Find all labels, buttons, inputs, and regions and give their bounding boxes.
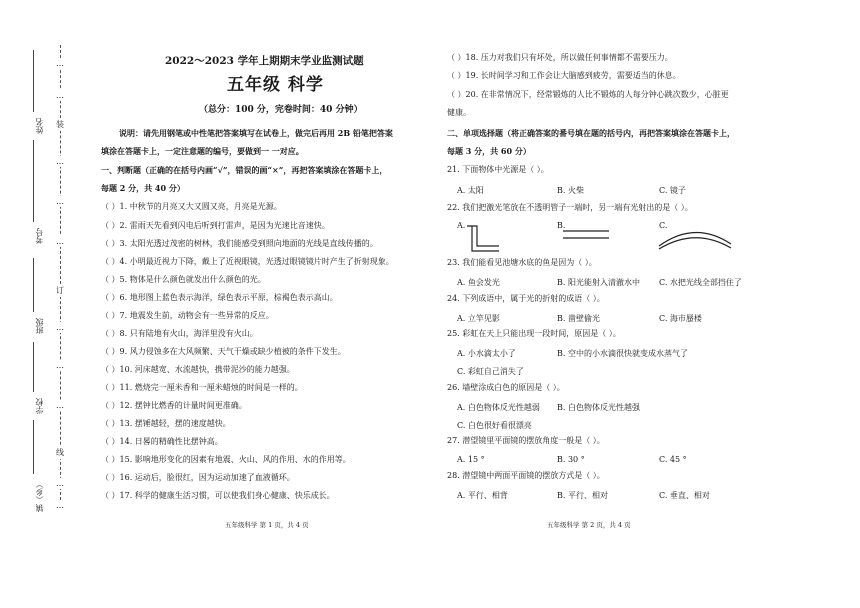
class-field-label: 班级: [35, 318, 44, 334]
mc-option: C.: [659, 221, 668, 230]
straight-tube-figure: [563, 228, 611, 242]
school-field-line[interactable]: [33, 342, 34, 392]
tf-question: （ ）12. 摆钟比燃香的计量时间更准确。: [101, 401, 247, 410]
mc-option: A. 立竿见影: [457, 314, 500, 323]
binding-char: …: [56, 91, 64, 100]
tf-question: （ ）9. 风力侵蚀多在大风频繁、天气干燥或缺少植被的条件下发生。: [101, 347, 346, 356]
tf-question: （ ）5. 物体是什么颜色就发出什么颜色的光。: [101, 275, 266, 284]
tf-question: （ ）19. 长时间学习和工作会让大脑感到疲劳，需要适当的休息。: [447, 71, 681, 80]
section-heading: 每题 2 分，共 40 分）: [101, 183, 185, 193]
mc-option: B. 平行、相对: [557, 491, 608, 500]
name-field-line[interactable]: [33, 50, 34, 112]
curved-tube-figure: [657, 224, 733, 250]
mc-option: B. 阳光能射入清澈水中: [557, 278, 640, 287]
binding-char: …: [56, 157, 64, 166]
tf-question: （ ）2. 雷雨天先看到闪电后听到打雷声，是因为光速比音速快。: [101, 221, 330, 230]
tf-question: （ ）7. 地震发生前，动物会有一些异常的反应。: [101, 311, 274, 320]
tf-question: （ ）14. 日晷的精确性比摆钟高。: [101, 437, 223, 446]
binding-char: …: [56, 361, 64, 370]
mc-option: B. 30 °: [557, 455, 585, 464]
mc-question: 27. 潜望镜里平面镜的摆放角度一般是（ ）。: [447, 436, 605, 445]
page-footer: 五年级科学 第 2 页，共 4 页: [547, 521, 631, 529]
mc-option: C. 水把光线全部挡住了: [659, 278, 742, 287]
mc-option: A. 小水滴太小了: [457, 349, 516, 358]
tf-question: （ ）18. 压力对我们只有坏处，所以做任何事情都不需要压力。: [447, 53, 673, 62]
binding-char: …: [56, 323, 64, 332]
mc-option: A. 太阳: [457, 186, 484, 195]
mc-option: A. 鱼会发光: [457, 278, 500, 287]
town-field-line[interactable]: [33, 420, 34, 474]
exam-number-field-line[interactable]: [33, 140, 34, 222]
mc-option: A.: [457, 221, 466, 230]
mc-option: B.: [557, 221, 566, 230]
page-footer: 五年级科学 第 1 页，共 4 页: [225, 521, 309, 529]
tf-question: （ ）1. 中秋节的月亮又大又圆又亮，月亮是光源。: [101, 202, 282, 211]
tf-question: （ ）6. 地形图上蓝色表示海洋，绿色表示平原，棕褐色表示高山。: [101, 293, 338, 302]
mc-question: 21. 下面物体中光源是（ ）。: [447, 165, 549, 174]
mc-question: 28. 潜望镜中两面平面镜的摆放方式是（ ）。: [447, 471, 605, 480]
instructions-line: 填涂在答题卡上，一定注意题的编号，要做到一 一对应。: [101, 146, 304, 156]
mc-question: 22. 我们把激光笔放在不透明管子一端时，另一端有光射出的是（ ）。: [447, 203, 693, 212]
class-field-line[interactable]: [33, 258, 34, 312]
binding-char: …: [56, 197, 64, 206]
grade-subject-title: 五年级 科学: [227, 75, 324, 95]
tf-question: （ ）3. 太阳光透过茂密的树林，我们能感受到照向地面的光线是直线传播的。: [101, 239, 378, 248]
binding-char: 装: [56, 120, 64, 129]
mc-option: C. 垂直、相对: [659, 491, 710, 500]
binding-char: …: [56, 401, 64, 410]
school-field-label: 学校: [35, 398, 44, 414]
mc-question: 26. 墙壁涂成白色的原因是（ ）。: [447, 383, 565, 392]
tf-question: （ ）13. 摆锤越轻，摆的速度越快。: [101, 419, 231, 428]
tf-question: （ ）8. 只有陆地有火山，海洋里没有火山。: [101, 329, 258, 338]
tf-question-continuation: 健康。: [447, 108, 471, 117]
exam-title: 2022～2023 学年上期期末学业监测试题: [165, 55, 364, 67]
bent-tube-figure: [465, 224, 501, 254]
section-heading: 每题 3 分，共 60 分）: [447, 146, 531, 156]
tf-question: （ ）4. 小明最近视力下降，戴上了近视眼镜，光透过眼镜镜片时产生了折射现象。: [101, 257, 394, 266]
mc-question: 25. 彩虹在天上只能出现一段时间，原因是（ ）。: [447, 329, 621, 338]
mc-option: C. 彩虹自己消失了: [457, 367, 524, 376]
tf-question: （ ）16. 运动后，脸很红，因为运动加速了血液循环。: [101, 473, 295, 482]
mc-option: B. 火柴: [557, 186, 584, 195]
binding-char: …: [56, 501, 64, 510]
mc-option: B. 凿壁偷光: [557, 314, 600, 323]
exam-number-field-label: 考号: [35, 228, 44, 244]
mc-question: 23. 我们能看见池塘水底的鱼是因为（ ）。: [447, 258, 597, 267]
tf-question: （ ）11. 燃烧完一厘米香和一厘米蜡烛的时间是一样的。: [101, 383, 303, 392]
town-field-label: 镇（乡）: [35, 480, 44, 512]
mc-option: A. 平行、相背: [457, 491, 508, 500]
tf-question: （ ）17. 科学的健康生活习惯，可以使我们身心健康、快乐成长。: [101, 491, 335, 500]
mc-option: C. 白色很好看很漂亮: [457, 421, 532, 430]
exam-meta: （总分：100 分，完卷时间：40 分钟）: [199, 105, 363, 115]
binding-dash-line: [60, 45, 61, 505]
binding-char: …: [56, 237, 64, 246]
tf-question: （ ）10. 河床越宽、水流越快，携带泥沙的能力越强。: [101, 365, 295, 374]
mc-option: C. 海市蜃楼: [659, 314, 702, 323]
binding-strip: [0, 0, 85, 608]
tf-question: （ ）15. 影响地形变化的因素有地震、火山、风的作用、水的作用等。: [101, 455, 351, 464]
instructions-line: 说明：请先用钢笔或中性笔把答案填写在试卷上，做完后再用 2B 铅笔把答案: [119, 128, 393, 138]
section-heading: 二、单项选择题（将正确答案的番号填在题的括号内，再把答案填涂在答题卡上，: [447, 128, 735, 138]
mc-option: B. 白色物体反光性越强: [557, 403, 640, 412]
binding-char: …: [56, 59, 64, 68]
mc-question: 24. 下列成语中，属于光的折射的成语（ ）。: [447, 294, 605, 303]
mc-option: B. 空中的小水滴很快就变成水蒸气了: [557, 349, 688, 358]
mc-option: C. 45 °: [659, 455, 687, 464]
binding-char: 线: [56, 448, 64, 457]
mc-option: A. 15 °: [457, 455, 485, 464]
mc-option: C. 镜子: [659, 186, 686, 195]
name-field-label: 姓名: [35, 118, 44, 134]
binding-char: 订: [56, 286, 64, 295]
binding-char: …: [56, 479, 64, 488]
mc-option: A. 白色物体反光性越弱: [457, 403, 540, 412]
section-heading: 一、判断题（正确的在括号内画“√”，错误的画“×”，再把答案填涂在答题卡上，: [101, 165, 388, 175]
tf-question: （ ）20. 在非常情况下，经常锻炼的人比不锻炼的人每分钟心跳次数少，心脏更: [447, 90, 729, 99]
